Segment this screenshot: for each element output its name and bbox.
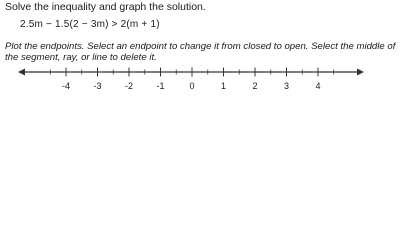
directions-line-2: the segment, ray, or line to delete it. bbox=[5, 52, 157, 63]
left-arrow-icon bbox=[18, 69, 25, 76]
tick-label: -3 bbox=[93, 81, 102, 91]
tick-label: -1 bbox=[156, 81, 165, 91]
tick-label: 4 bbox=[315, 81, 321, 91]
tick-label: -2 bbox=[124, 81, 134, 91]
tick-label: 0 bbox=[189, 81, 195, 91]
right-arrow-icon bbox=[357, 69, 364, 76]
tick-label: -4 bbox=[61, 81, 71, 91]
tick-label: 1 bbox=[220, 81, 227, 91]
tick-label: 2 bbox=[252, 81, 258, 91]
directions-line-1: Plot the endpoints. Select an endpoint to change it from closed to open. Select the middle of bbox=[5, 41, 396, 52]
directions-text bbox=[5, 41, 397, 63]
tick-label: 3 bbox=[283, 81, 290, 91]
instruction-text: Solve the inequality and graph the solution. bbox=[5, 1, 206, 13]
inequality-expression: 2.5m − 1.5(2 − 3m) > 2(m + 1) bbox=[20, 19, 160, 30]
number-line[interactable] bbox=[0, 63, 400, 93]
